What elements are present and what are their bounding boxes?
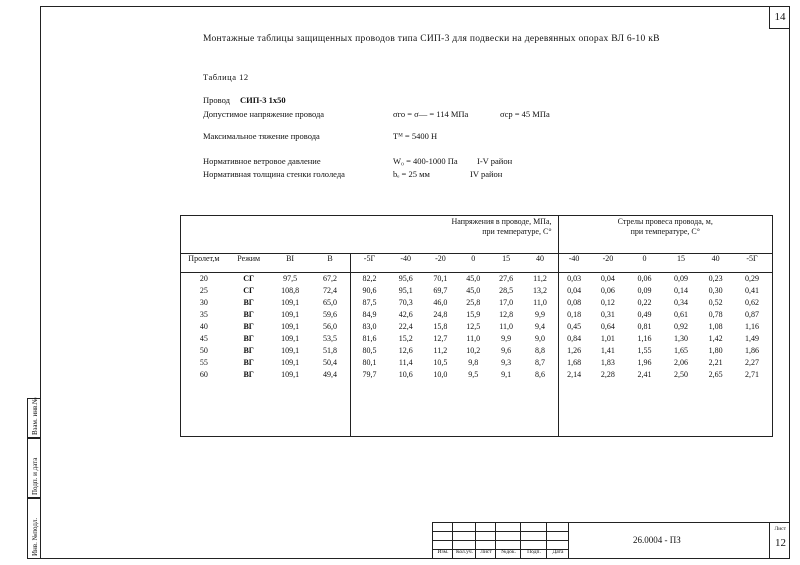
table-cell: 95,6 — [398, 274, 413, 284]
table-cell: 0,62 — [745, 298, 760, 308]
table-row — [181, 369, 773, 381]
table-filler-cell — [699, 381, 732, 436]
table-cell: 1,26 — [567, 346, 582, 356]
table-cell: 12,8 — [499, 310, 514, 320]
col-header: -20 — [590, 253, 627, 273]
table-cell: 0,04 — [567, 286, 582, 296]
table-cell: ВГ — [243, 298, 254, 308]
table-cell: 9,0 — [523, 333, 558, 345]
table-cell: 13,2 — [523, 285, 558, 297]
col-header: -40 — [558, 253, 590, 273]
table-cell: 12,5 — [466, 322, 481, 332]
col-header: 0 — [457, 253, 490, 273]
table-column-header — [181, 253, 773, 273]
table-cell: 28,5 — [499, 286, 514, 296]
table-cell: 11,4 — [398, 358, 413, 368]
stamp-label: Изм. — [437, 549, 449, 555]
stress-group-subtitle: при температуре, С° — [482, 227, 552, 236]
table-filler-cell — [310, 381, 351, 436]
table-filler-cell — [732, 381, 772, 436]
table-filler-cell — [558, 381, 590, 436]
table-cell: 0,09 — [637, 286, 652, 296]
table-cell: 9,8 — [468, 358, 479, 368]
table-cell: 15,8 — [433, 322, 448, 332]
stress-group-title: Напряжения в проводе, МПа, — [451, 217, 552, 226]
table-cell: 11,0 — [466, 334, 481, 344]
table-cell: 109,1 — [281, 310, 300, 320]
table-cell: 65,0 — [310, 297, 351, 309]
table-cell: 51,8 — [310, 345, 351, 357]
table-cell: 1,68 — [567, 358, 582, 368]
table-cell: ВГ — [243, 322, 254, 332]
table-cell: 109,1 — [281, 370, 300, 380]
table-cell: 10,2 — [466, 346, 481, 356]
table-cell: 1,49 — [745, 334, 760, 344]
side-label-replace: Взам. инв.№ — [31, 397, 39, 435]
table-cell: 17,0 — [499, 298, 514, 308]
param-value-wind-region: I-V район — [477, 156, 513, 166]
table-cell: 109,1 — [281, 334, 300, 344]
table-cell: 0,22 — [637, 298, 652, 308]
table-cell: 1,42 — [708, 334, 723, 344]
table-cell: 12,6 — [398, 346, 413, 356]
param-value-stress: σго = σ— = 114 МПа — [393, 109, 469, 119]
table-cell: 9,3 — [501, 358, 512, 368]
table-row — [181, 321, 773, 333]
table-cell: ВГ — [243, 334, 254, 344]
table-filler-cell — [457, 381, 490, 436]
table-row — [181, 333, 773, 345]
table-cell: 12,7 — [433, 334, 448, 344]
table-cell: 45,0 — [466, 274, 481, 284]
table-label: Таблица 12 — [203, 72, 249, 82]
table-cell: 1,83 — [600, 358, 615, 368]
table-cell: 0,30 — [708, 286, 723, 296]
table-filler-cell — [351, 381, 388, 436]
table-cell: 109,1 — [281, 298, 300, 308]
table-cell: 0,41 — [745, 286, 760, 296]
table-cell: 40 — [199, 322, 208, 332]
table-cell: 50 — [199, 346, 208, 356]
table-filler-row — [181, 381, 773, 436]
table-cell: 8,8 — [523, 345, 558, 357]
table-cell: 0,87 — [745, 310, 760, 320]
page-header: Монтажные таблицы защищенных проводов типа СИП-3 для подвески на деревянных опорах ВЛ 6-10 кВ — [203, 34, 660, 44]
stamp-label: Кол.уч. — [455, 549, 474, 555]
sheet-number: 12 — [775, 537, 786, 549]
table-filler-cell — [626, 381, 663, 436]
table-cell: 0,84 — [567, 334, 582, 344]
table-cell: 8,6 — [523, 369, 558, 381]
table-row — [181, 285, 773, 297]
table-filler-cell — [271, 381, 310, 436]
table-cell: 45,0 — [466, 286, 481, 296]
table-cell: 84,9 — [362, 310, 377, 320]
table-cell: 81,6 — [362, 334, 377, 344]
table-cell: 24,8 — [433, 310, 448, 320]
stamp-label: Подп. — [527, 549, 541, 555]
param-value-ice-region: IV район — [470, 169, 503, 179]
param-label-wind: Нормативное ветровое давление — [203, 156, 321, 166]
table-cell: ВГ — [243, 310, 254, 320]
document-number: 26.0004 - ПЗ — [633, 535, 681, 545]
table-cell: 70,3 — [398, 298, 413, 308]
param-value-tension: Tᴹ = 5400 Н — [393, 131, 438, 141]
table-cell: 80,1 — [362, 358, 377, 368]
table-cell: 35 — [199, 310, 208, 320]
table-cell: 11,0 — [499, 322, 513, 332]
table-cell: 67,2 — [310, 273, 351, 286]
table-cell: 2,71 — [745, 370, 760, 380]
col-header: 15 — [490, 253, 523, 273]
table-cell: 1,08 — [708, 322, 723, 332]
side-label-sign: Подп. и дата — [31, 457, 39, 495]
table-cell: 0,29 — [745, 274, 760, 284]
wire-name: СИП-3 1х50 — [240, 95, 286, 105]
table-cell: 109,1 — [281, 346, 300, 356]
table-cell: 82,2 — [362, 274, 377, 284]
table-filler-cell — [227, 381, 271, 436]
table-cell: 1,55 — [637, 346, 652, 356]
table-cell: СГ — [243, 274, 255, 284]
table-cell: 1,01 — [600, 334, 615, 344]
table-cell: 55 — [199, 358, 208, 368]
table-cell: 72,4 — [310, 285, 351, 297]
param-label-ice: Нормативная толщина стенки гололеда — [203, 169, 345, 179]
col-header: 40 — [523, 253, 558, 273]
sag-group-header — [558, 216, 772, 254]
table-cell: 2,27 — [745, 358, 760, 368]
stamp-label: Дата — [552, 549, 564, 555]
table-cell: 9,6 — [501, 346, 512, 356]
table-body — [181, 273, 773, 437]
table-cell: ВГ — [243, 358, 254, 368]
table-cell: ВГ — [243, 370, 254, 380]
table-cell: 1,30 — [673, 334, 688, 344]
table-cell: 2,06 — [673, 358, 688, 368]
table-cell: 1,41 — [600, 346, 615, 356]
side-box-replace — [27, 398, 40, 438]
table-cell: 11,2 — [523, 273, 558, 286]
col-header: Режим — [227, 253, 271, 273]
param-label-tension: Максимальное тяжение провода — [203, 131, 320, 141]
table-cell: 42,6 — [398, 310, 413, 320]
col-header: 40 — [699, 253, 732, 273]
col-header: -20 — [424, 253, 457, 273]
table-cell: 0,31 — [600, 310, 615, 320]
table-cell: 49,4 — [310, 369, 351, 381]
sag-group-title: Стрелы провеса провода, м, — [617, 217, 713, 226]
table-cell: 9,1 — [501, 370, 512, 380]
table-cell: 1,80 — [708, 346, 723, 356]
table-cell: 0,06 — [600, 286, 615, 296]
table-cell: ВГ — [243, 346, 254, 356]
col-header: 15 — [663, 253, 700, 273]
title-block — [432, 522, 790, 559]
col-header: В — [310, 253, 351, 273]
table-cell: 56,0 — [310, 321, 351, 333]
table-cell: 11,0 — [523, 297, 558, 309]
table-cell: 0,92 — [673, 322, 688, 332]
table-filler-cell — [523, 381, 558, 436]
table-cell: 0,45 — [567, 322, 582, 332]
col-header: -5Г — [732, 253, 772, 273]
table-cell: 2,14 — [567, 370, 582, 380]
sag-group-subtitle: при температуре, С° — [630, 227, 700, 236]
table-cell: 1,16 — [745, 322, 760, 332]
table-filler-cell — [663, 381, 700, 436]
table-cell: 9,4 — [523, 321, 558, 333]
table-cell: 11,2 — [433, 346, 448, 356]
table-cell: 90,6 — [362, 286, 377, 296]
table-cell: 79,7 — [362, 370, 377, 380]
table-cell: 25,8 — [466, 298, 481, 308]
table-cell: 53,5 — [310, 333, 351, 345]
table-filler-cell — [490, 381, 523, 436]
sheet-label: Лист — [774, 526, 786, 532]
side-box-inventory — [27, 498, 40, 559]
table-cell: 8,7 — [523, 357, 558, 369]
table-cell: 2,65 — [708, 370, 723, 380]
table-cell: 0,34 — [673, 298, 688, 308]
table-cell: 0,49 — [637, 310, 652, 320]
table-cell: 15,2 — [398, 334, 413, 344]
table-cell: 45 — [199, 334, 208, 344]
table-cell: 109,1 — [281, 358, 300, 368]
col-header: -40 — [387, 253, 424, 273]
table-cell: 10,6 — [398, 370, 413, 380]
table-cell: 69,7 — [433, 286, 448, 296]
table-cell: 95,1 — [398, 286, 413, 296]
table-cell: СГ — [243, 286, 255, 296]
table-cell: 9,9 — [501, 334, 512, 344]
table-cell: 2,41 — [637, 370, 652, 380]
table-cell: 0,18 — [567, 310, 582, 320]
table-filler-cell — [424, 381, 457, 436]
table-cell: 2,28 — [600, 370, 615, 380]
stamp-label: №док. — [501, 549, 516, 555]
table-cell: 0,81 — [637, 322, 652, 332]
table-cell: 20 — [199, 274, 208, 284]
table-cell: 10,5 — [433, 358, 448, 368]
table-cell: 0,06 — [637, 274, 652, 284]
top-page-number: 14 — [769, 6, 790, 29]
table-cell: 27,6 — [499, 274, 514, 284]
table-row — [181, 273, 773, 286]
table-cell: 50,4 — [310, 357, 351, 369]
table-cell: 0,04 — [600, 274, 615, 284]
table-cell: 2,50 — [673, 370, 688, 380]
table-cell: 0,78 — [708, 310, 723, 320]
table-cell: 97,5 — [283, 274, 298, 284]
wire-label: Провод — [203, 95, 230, 105]
table-cell: 59,6 — [310, 309, 351, 321]
stamp-label: Лист — [480, 549, 492, 555]
table-cell: 15,9 — [466, 310, 481, 320]
table-cell: 9,9 — [523, 309, 558, 321]
table-row — [181, 357, 773, 369]
table-cell: 0,52 — [708, 298, 723, 308]
sag-tension-table — [180, 215, 773, 437]
table-cell: 0,64 — [600, 322, 615, 332]
table-cell: 22,4 — [398, 322, 413, 332]
table-cell: 0,08 — [567, 298, 582, 308]
col-header: Пролет,м — [181, 253, 227, 273]
col-header: -5Г — [351, 253, 388, 273]
table-row — [181, 309, 773, 321]
param-label-stress: Допустимое напряжение провода — [203, 109, 325, 119]
table-cell: 0,03 — [567, 274, 582, 284]
param-value-wind: W₀ = 400-1000 Па — [393, 156, 458, 166]
table-cell: 109,1 — [281, 322, 300, 332]
side-box-sign — [27, 438, 40, 498]
table-cell: 80,5 — [362, 346, 377, 356]
table-cell: 30 — [199, 298, 208, 308]
table-cell: 0,12 — [600, 298, 615, 308]
stress-group-header — [181, 216, 559, 254]
col-header: ВI — [271, 253, 310, 273]
table-cell: 0,23 — [708, 274, 723, 284]
table-group-header — [181, 216, 773, 254]
table-cell: 9,5 — [468, 370, 479, 380]
table-cell: 87,5 — [362, 298, 377, 308]
table-cell: 46,0 — [433, 298, 448, 308]
param-value-stress-avg: σср = 45 МПа — [500, 109, 550, 119]
table-filler-cell — [387, 381, 424, 436]
side-label-inventory: Инв. №подл. — [31, 517, 39, 556]
param-value-ice: bₑ = 25 мм — [393, 169, 430, 179]
table-cell: 1,96 — [637, 358, 652, 368]
table-cell: 10,0 — [433, 370, 448, 380]
table-row — [181, 297, 773, 309]
table-filler-cell — [181, 381, 227, 436]
table-cell: 108,8 — [281, 286, 300, 296]
table-cell: 25 — [199, 286, 208, 296]
table-cell: 0,61 — [673, 310, 688, 320]
table-filler-cell — [590, 381, 627, 436]
table-cell: 70,1 — [433, 274, 448, 284]
table-cell: 1,86 — [745, 346, 760, 356]
col-header: 0 — [626, 253, 663, 273]
table-cell: 0,09 — [673, 274, 688, 284]
table-cell: 1,16 — [637, 334, 652, 344]
table-cell: 60 — [199, 370, 208, 380]
table-cell: 2,21 — [708, 358, 723, 368]
table-row — [181, 345, 773, 357]
table-cell: 0,14 — [673, 286, 688, 296]
table-cell: 83,0 — [362, 322, 377, 332]
table-cell: 1,65 — [673, 346, 688, 356]
